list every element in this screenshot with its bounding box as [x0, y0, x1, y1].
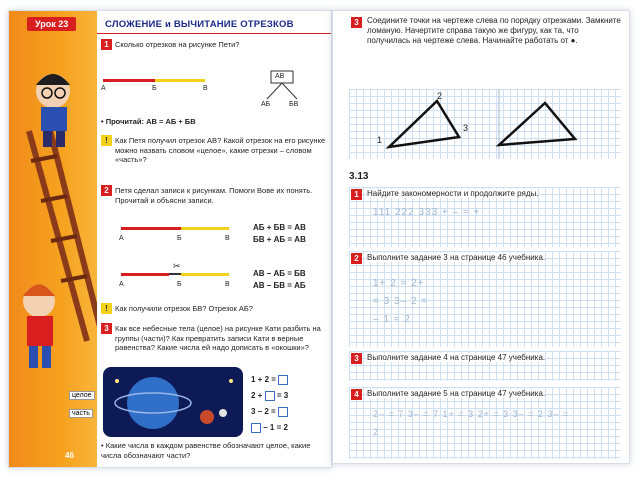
task-number: 3 [351, 17, 362, 28]
task-3-question: • Какие числа в каждом равенстве обозначают целое, какие числа обозначают части? [101, 441, 311, 460]
equation: БВ + АБ = АВ [253, 235, 306, 244]
segment-ab [121, 227, 181, 230]
segment-bv [181, 273, 229, 276]
task-number: 4 [351, 389, 362, 400]
window-equation [251, 407, 288, 417]
point-v: В [203, 85, 208, 92]
page-title: СЛОЖЕНИЕ и ВЫЧИТАНИЕ ОТРЕЗКОВ [105, 19, 294, 30]
label-whole: целое [69, 391, 95, 400]
workbook-page-right [332, 10, 630, 464]
window-equation [251, 391, 288, 401]
task-3-text: Выполните задание 4 на странице 47 учебника. [367, 353, 546, 362]
read-equation: • Прочитай: АВ = АБ + БВ [101, 117, 196, 126]
question-1-text: Как Петя получил отрезок АВ? Какой отрезок на его рисунке можно назвать словом «целое», какие отрезки – словом «часть»? [115, 136, 326, 164]
answer-box[interactable] [251, 423, 261, 433]
segment-bv [181, 227, 229, 230]
answer-box[interactable] [278, 375, 288, 385]
point-label-2: 2 [437, 91, 443, 101]
equation-text: – 1 = 2 [263, 423, 288, 433]
task-number: 2 [101, 185, 112, 196]
task-1-text: Найдите закономерности и продолжите ряды. [367, 189, 539, 198]
equation-text: = 3 [276, 391, 289, 401]
segment-ab [103, 79, 155, 82]
section-number: 3.13 [349, 171, 369, 182]
pattern-hint: 111 222 333 + – = + [373, 207, 481, 218]
point-label-3: 3 [463, 123, 469, 133]
point-label-1: 1 [377, 135, 383, 145]
task-2-text: Выполните задание 3 на странице 46 учебника. [367, 253, 546, 262]
task-4-text: Выполните задание 5 на странице 47 учебника. [367, 389, 546, 398]
question-2-text: Как получили отрезок БВ? Отрезок АБ? [115, 304, 253, 313]
illustration-strip [9, 11, 97, 467]
tree-top: АВ [275, 73, 285, 80]
task-3-text: Соедините точки на чертеже слева по порядку отрезками. Замкните ломаную. Начертите справа такую же фигуру, как та, что получилась на чертеже слева. Начинайте работать от ●. [367, 16, 621, 45]
triangle-drawing [349, 89, 621, 159]
tree-left: АБ [261, 101, 271, 108]
lesson-badge: Урок 23 [27, 17, 76, 31]
equation: АБ + БВ = АВ [253, 223, 306, 232]
point-b: Б [152, 85, 157, 92]
page-number: 46 [65, 451, 74, 460]
equation-hint: 1+ 2 = 2+ = 3 3– 2 = – 1 = 2 [373, 278, 429, 325]
tree-right: БВ [289, 101, 299, 108]
equation-text: 1 + 2 = [251, 375, 276, 385]
point-b: Б [177, 235, 182, 242]
equation-hint: 2– = 7 3– = 7 1+ = 3 2+ = 3 3– = 2 3– = 2 [373, 409, 570, 437]
question-marker: ! [101, 303, 112, 314]
space-illustration [103, 367, 243, 437]
window-equation [251, 375, 288, 385]
task-number: 3 [101, 323, 112, 334]
task-1-text: Сколько отрезков на рисунке Пети? [115, 40, 240, 49]
point-v: В [225, 235, 230, 242]
cut-mark [169, 273, 181, 275]
task-number: 1 [351, 189, 362, 200]
equation-text: 2 + [251, 391, 263, 401]
equation: АВ – БВ = АБ [253, 281, 306, 290]
equation-text: 3 – 2 = [251, 407, 276, 417]
task-number: 3 [351, 353, 362, 364]
point-a: А [119, 281, 124, 288]
answer-box[interactable] [278, 407, 288, 417]
segment-ab [121, 273, 169, 276]
task-3-text: Как все небесные тела (целое) на рисунке Кати разбить на группы (части)? Как превратить записи Кати в верные равенства? Какие числа ей надо дописать в «окошки»? [115, 324, 321, 352]
textbook-page-left [8, 10, 332, 468]
question-marker: ! [101, 135, 112, 146]
scissors-icon: ✂ [173, 261, 181, 271]
point-v: В [225, 281, 230, 288]
point-a: А [119, 235, 124, 242]
task-number: 1 [101, 39, 112, 50]
segment-bv [155, 79, 205, 82]
answer-box[interactable] [265, 391, 275, 401]
equation: АВ – АБ = БВ [253, 269, 306, 278]
point-a: А [101, 85, 106, 92]
task-number: 2 [351, 253, 362, 264]
label-part: часть [69, 409, 93, 418]
point-b: Б [177, 281, 182, 288]
task-2-text: Петя сделал записи к рисункам. Помоги Вове их понять. Прочитай и объясни записи. [115, 186, 313, 205]
window-equation [251, 423, 288, 433]
